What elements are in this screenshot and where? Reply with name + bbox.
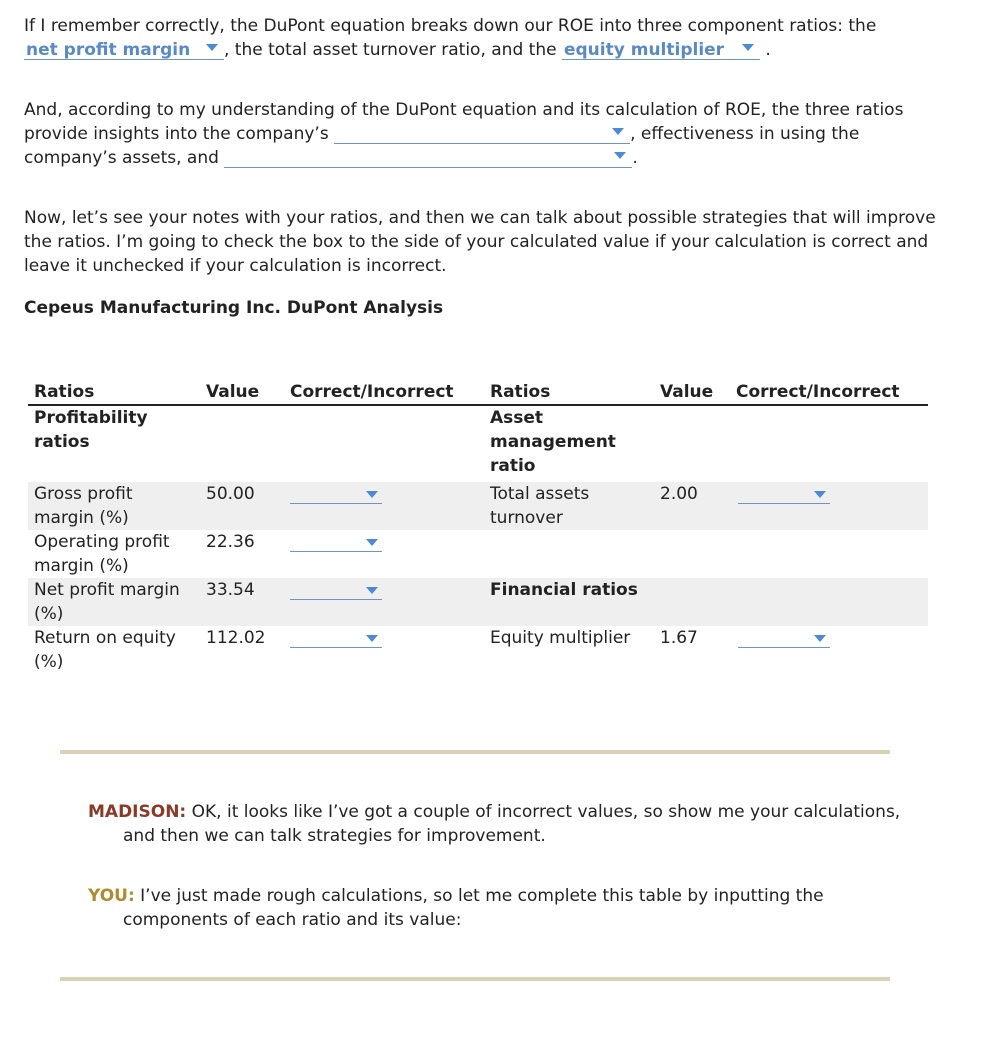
chevron-down-icon (206, 44, 218, 51)
speaker-you: YOU: (88, 886, 135, 906)
chevron-down-icon (366, 491, 378, 498)
correct-incorrect-dropdown[interactable] (290, 488, 382, 504)
chevron-down-icon (814, 491, 826, 498)
you-dialogue (88, 884, 923, 932)
group-label-asset-management: Asset management ratio (490, 408, 616, 476)
correct-incorrect-dropdown[interactable] (290, 536, 382, 552)
component-ratio-1-dropdown[interactable] (24, 38, 224, 60)
chevron-down-icon (742, 44, 754, 51)
ratio-name: Equity multiplier (490, 628, 631, 648)
dialogue-text: I’ve just made rough calculations, so let me complete this table by inputting the components of each ratio and its value: (123, 886, 824, 930)
chevron-down-icon (366, 539, 378, 546)
intro-text: If I remember correctly, the DuPont equation breaks down our ROE into three component ratios: the (24, 16, 877, 36)
col-header-correct: Correct/Incorrect (284, 380, 484, 405)
insight-1-dropdown[interactable] (334, 122, 630, 144)
ratio-name: Operating profit margin (%) (34, 532, 170, 576)
intro-paragraph-1 (24, 14, 944, 62)
ratio-name: Total assets turnover (484, 482, 654, 530)
ratio-name: Net profit margin (%) (28, 578, 200, 626)
selected-value (334, 124, 362, 144)
chevron-down-icon (612, 128, 624, 135)
intro-text: , effectiveness in using the company’s assets, and (24, 124, 860, 168)
dupont-table (28, 380, 928, 674)
correct-incorrect-dropdown[interactable] (290, 632, 382, 648)
chevron-down-icon (814, 635, 826, 642)
col-header-ratios: Ratios (484, 380, 654, 405)
divider (60, 750, 890, 754)
selected-value: equity multiplier (563, 40, 725, 60)
chevron-down-icon (366, 587, 378, 594)
group-label-profitability: Profitability ratios (34, 408, 148, 452)
correct-incorrect-dropdown[interactable] (738, 488, 830, 504)
ratio-value: 112.02 (206, 628, 266, 648)
table-title: Cepeus Manufacturing Inc. DuPont Analysis (24, 298, 444, 318)
col-header-value: Value (200, 380, 284, 405)
period: . (765, 40, 771, 60)
chevron-down-icon (614, 152, 626, 159)
selected-value (224, 148, 252, 168)
ratio-value: 50.00 (200, 482, 284, 530)
correct-incorrect-dropdown[interactable] (738, 632, 830, 648)
table-row (28, 530, 928, 578)
table-row (28, 626, 928, 674)
intro-text: , the total asset turnover ratio, and the (224, 40, 557, 60)
dialogue-text: OK, it looks like I’ve got a couple of incorrect values, so show me your calculations, and then we can talk strategies for improvement. (123, 802, 901, 846)
intro-paragraph-3: Now, let’s see your notes with your ratios, and then we can talk about possible strategies that will improve the ratios. I’m going to check the box to the side of your calculated value if your calculation is correct and leave it unchecked if your calculation is incorrect. (24, 208, 936, 276)
ratio-name: Return on equity (%) (34, 628, 176, 672)
chevron-down-icon (366, 635, 378, 642)
selected-value: net profit margin (26, 40, 191, 60)
component-ratio-3-dropdown[interactable] (562, 38, 760, 60)
speaker-madison: MADISON: (88, 802, 187, 822)
madison-dialogue (88, 800, 923, 848)
intro-text: And, according to my understanding of the DuPont equation and its calculation of ROE, the three ratios provide insights into the company’s (24, 100, 904, 144)
divider (60, 977, 890, 981)
group-label-financial: Financial ratios (484, 578, 654, 626)
ratio-value: 1.67 (660, 628, 698, 648)
correct-incorrect-dropdown[interactable] (290, 584, 382, 600)
table-row (28, 578, 928, 626)
ratio-value: 33.54 (200, 578, 284, 626)
col-header-value: Value (654, 380, 730, 405)
table-row (28, 482, 928, 530)
ratio-value: 22.36 (206, 532, 255, 552)
col-header-ratios: Ratios (28, 380, 200, 405)
ratio-value: 2.00 (654, 482, 730, 530)
ratio-name: Gross profit margin (%) (28, 482, 200, 530)
group-row (28, 405, 928, 482)
table-header-row (28, 380, 928, 405)
intro-paragraph-2 (24, 98, 944, 170)
insight-3-dropdown[interactable] (224, 146, 632, 168)
period: . (632, 148, 638, 168)
col-header-correct: Correct/Incorrect (730, 380, 928, 405)
